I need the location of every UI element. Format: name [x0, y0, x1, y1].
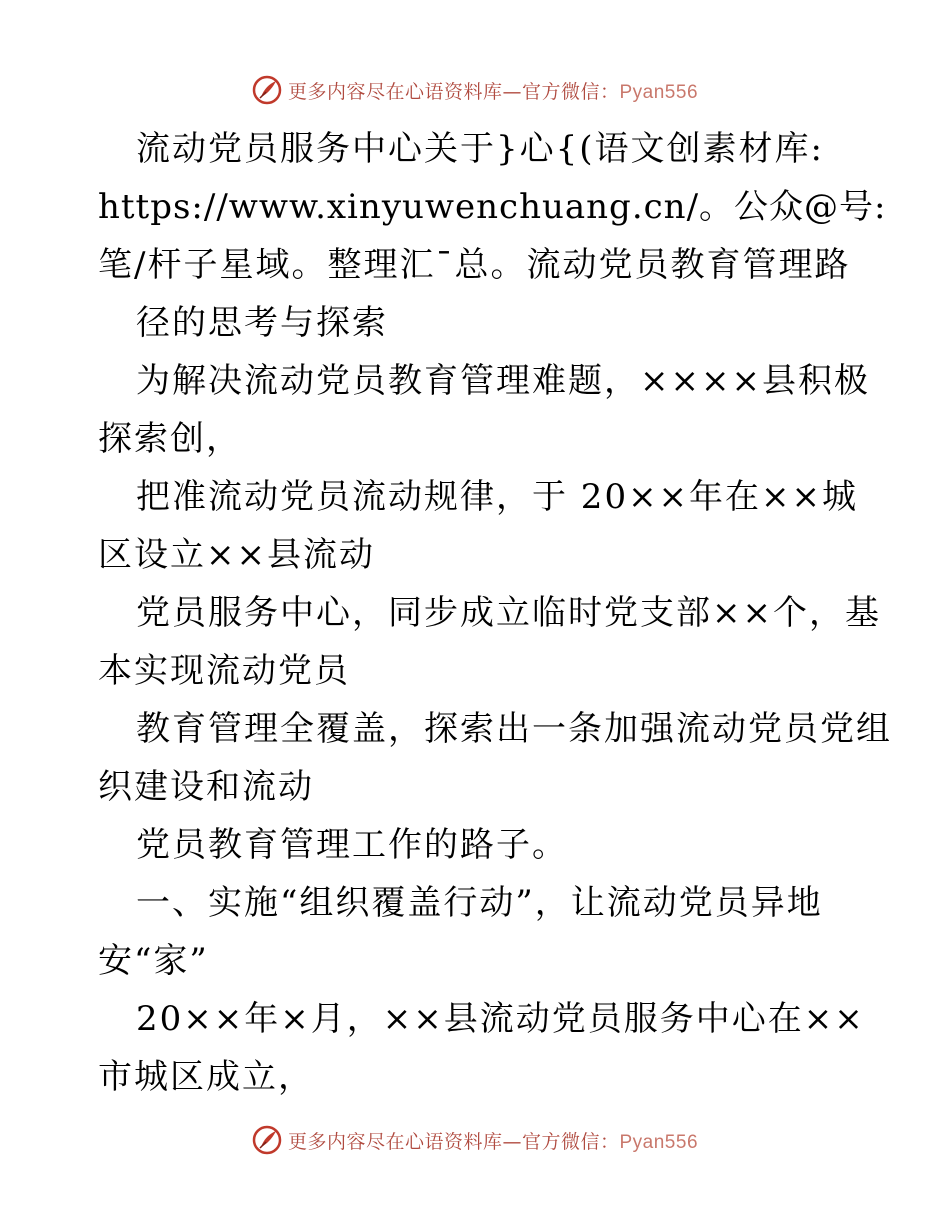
- feather-quill-logo-icon: [252, 1125, 282, 1155]
- section-heading-continued: 安“家”: [98, 941, 209, 981]
- body-line: 流动党员服务中心关于}心{(语文创素材库:: [136, 129, 824, 169]
- body-line: 市城区成立，: [98, 1057, 314, 1097]
- body-line: 探索创，: [98, 419, 242, 459]
- body-line: 教育管理全覆盖，探索出一条加强流动党员党组: [136, 709, 892, 749]
- body-line: 织建设和流动: [98, 767, 314, 807]
- section-heading: 一、实施“组织覆盖行动”，让流动党员异地: [136, 883, 823, 923]
- header-banner-text: 更多内容尽在心语资料库—官方微信：Pyan556: [287, 80, 699, 103]
- body-line: 区设立××县流动: [98, 535, 375, 575]
- feather-quill-logo-icon: [252, 75, 282, 105]
- header-watermark-banner: [0, 70, 950, 110]
- body-line: 笔/杆子星域。整理汇¯总。流动党员教育管理路: [98, 245, 851, 285]
- body-line: 为解决流动党员教育管理难题，××××县积极: [136, 361, 870, 401]
- body-line: 党员服务中心，同步成立临时党支部××个，基: [136, 593, 881, 633]
- body-line: 本实现流动党员: [98, 651, 350, 691]
- body-line: 把准流动党员流动规律，于 20××年在××城: [136, 477, 859, 517]
- footer-watermark-banner: [0, 1120, 950, 1160]
- footer-banner-text: 更多内容尽在心语资料库—官方微信：Pyan556: [287, 1130, 699, 1153]
- body-line: https://www.xinyuwenchuang.cn/。公众@号:: [98, 187, 887, 227]
- body-line: 党员教育管理工作的路子。: [136, 825, 568, 865]
- body-line: 径的思考与探索: [136, 303, 388, 343]
- body-line: 20××年×月，××县流动党员服务中心在××: [136, 999, 865, 1039]
